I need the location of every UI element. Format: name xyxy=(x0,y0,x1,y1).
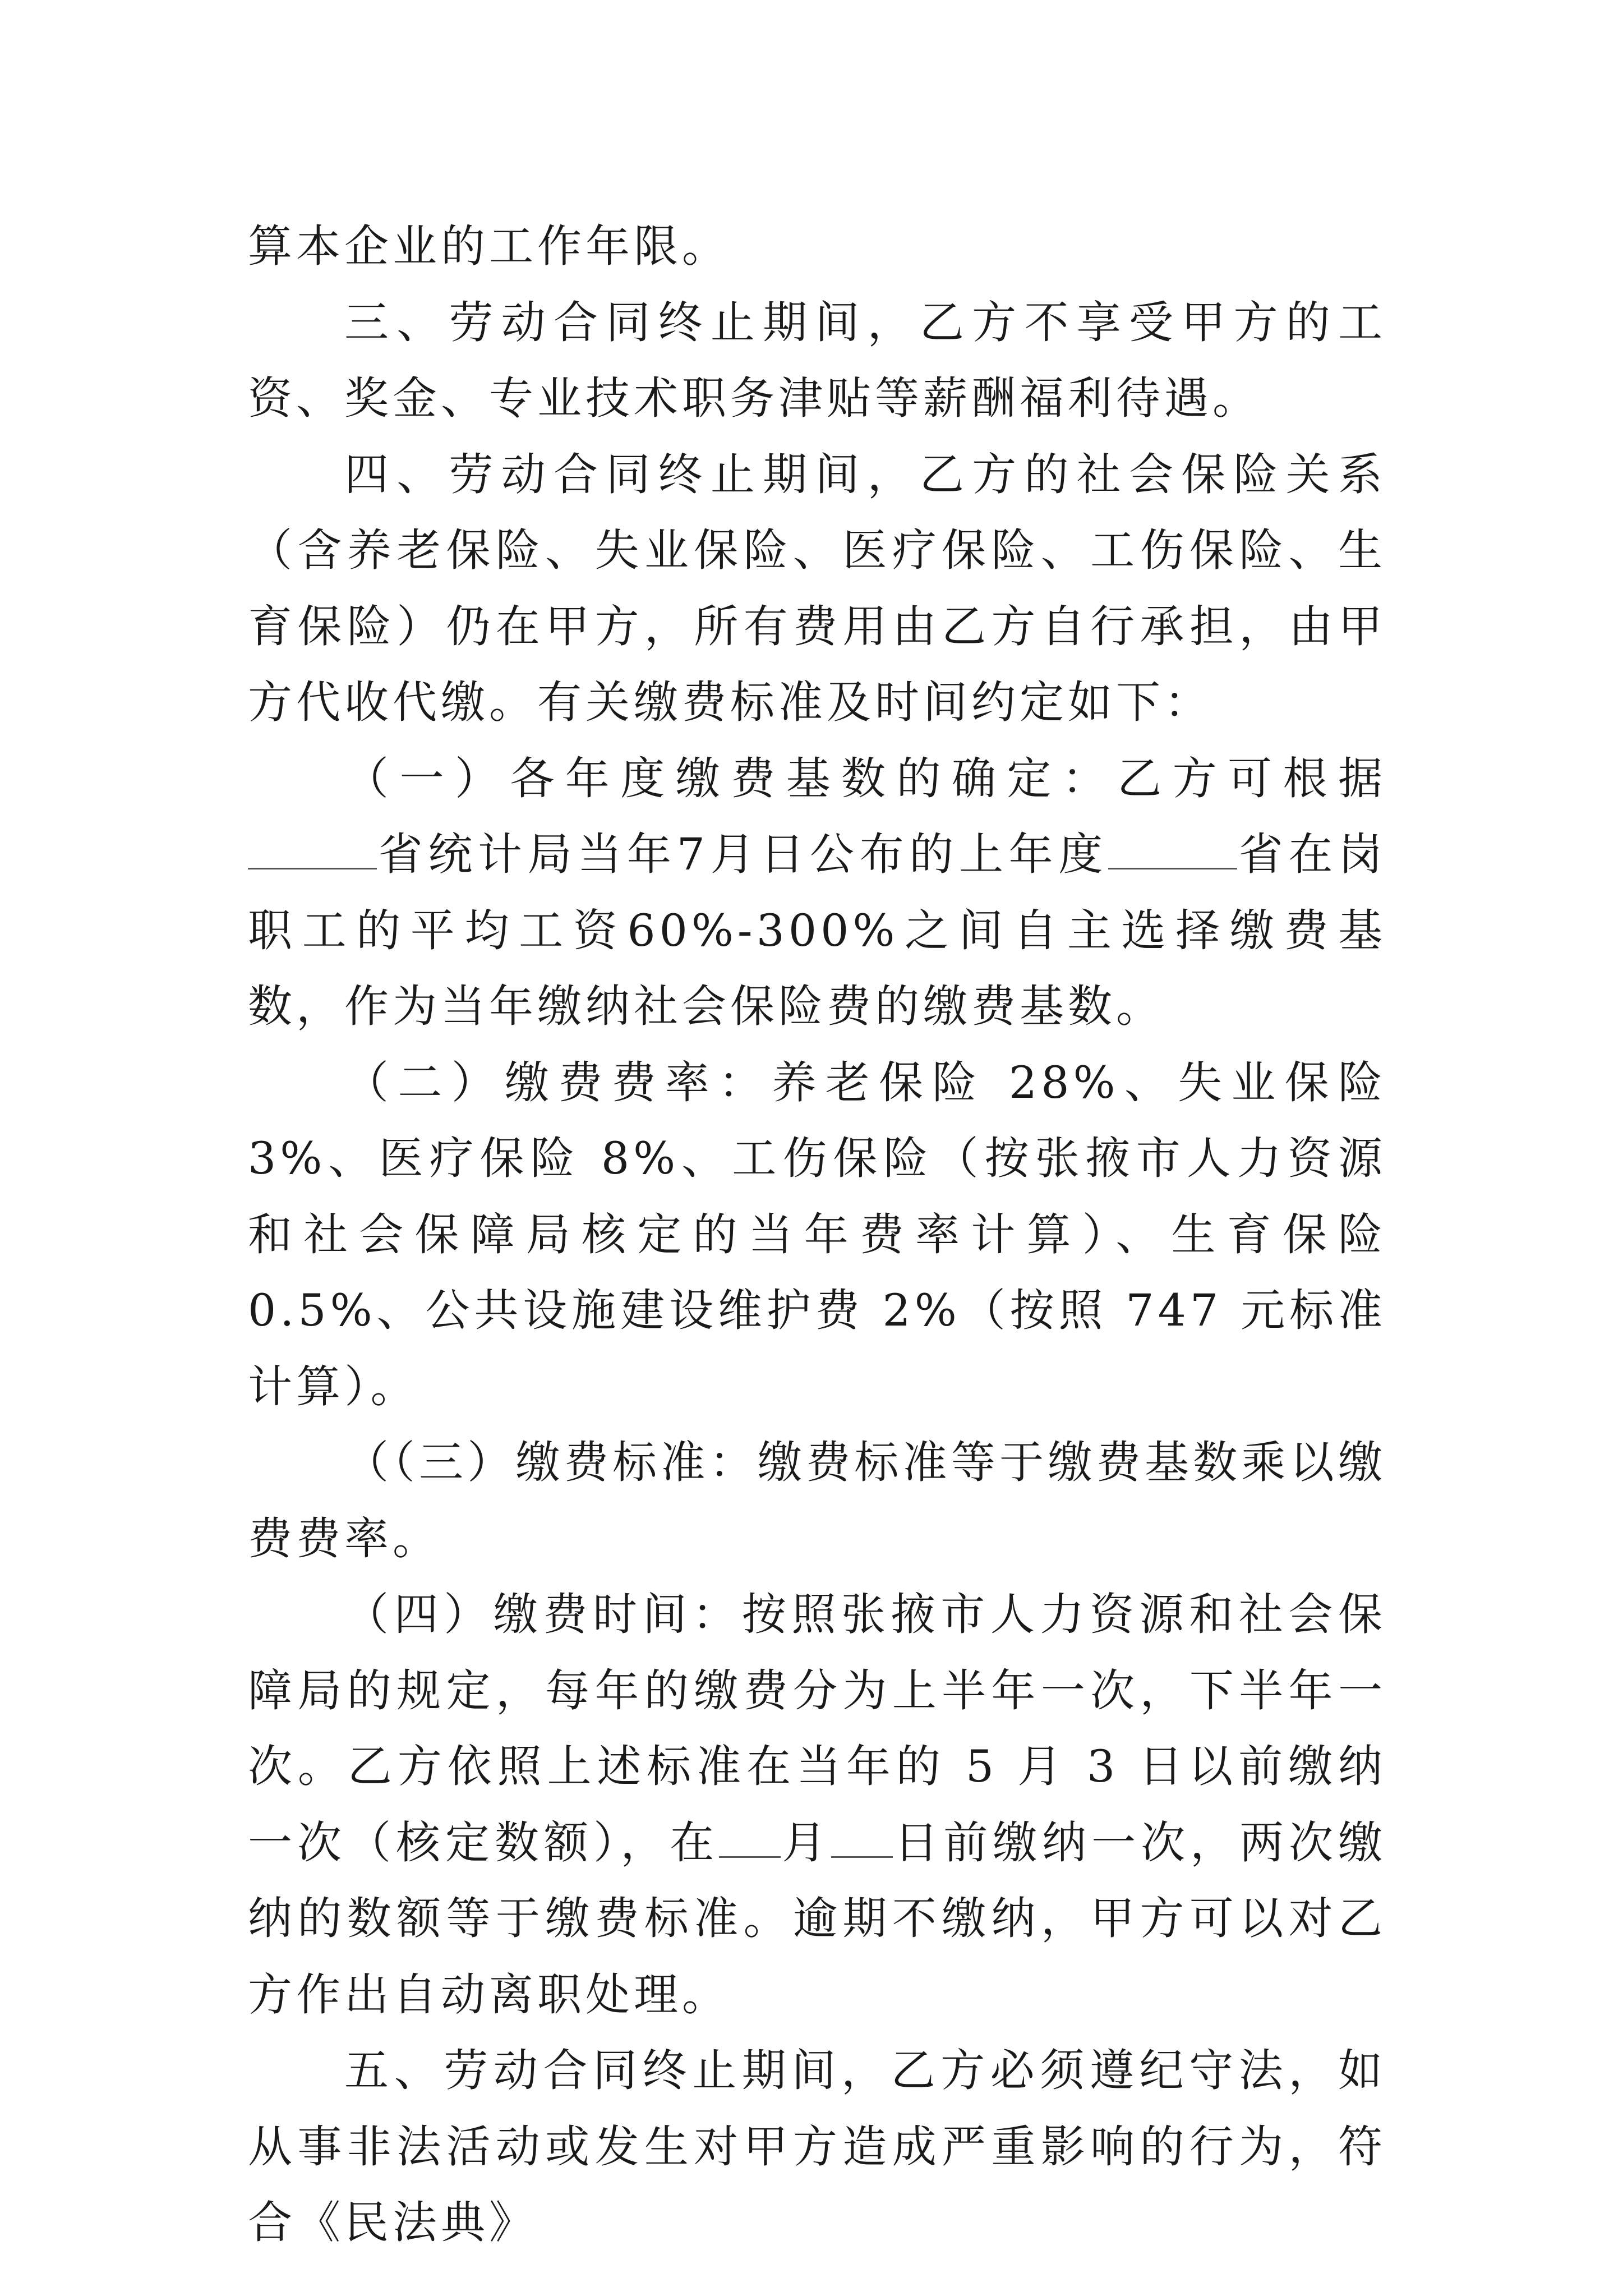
paragraph-item-4 xyxy=(248,1577,1386,2033)
province-blank-2 xyxy=(1108,833,1237,869)
item-4-text-start: （四）缴费时间：按照张掖市人力资源和社会保障局的规定，每年的缴费分为上半年一次，下半年一次。乙方依照上述标准在当年的 5 月 3 日以前缴纳一次（核定数额），在 xyxy=(248,1589,1386,1869)
document-body xyxy=(248,209,1386,2261)
item-1-text-start: （一）各年度缴费基数的确定：乙方可根据 xyxy=(344,752,1386,804)
paragraph-item-2: （二）缴费费率：养老保险 28%、失业保险 3%、医疗保险 8%、工伤保险（按张掖市人力资源和社会保障局核定的当年费率计算）、生育保险 0.5%、公共设施建设维护费 2%（按照 747 元标准计算）。 xyxy=(248,1056,1386,1412)
day-blank xyxy=(831,1821,893,1858)
item-4-month-label: 月 xyxy=(781,1816,832,1869)
paragraph-clause-4: 四、劳动合同终止期间，乙方的社会保险关系（含养老保险、失业保险、医疗保险、工伤保险、生育保险）仍在甲方，所有费用由乙方自行承担，由甲方代收代缴。有关缴费标准及时间约定如下： xyxy=(248,448,1386,728)
paragraph-clause-3: 三、劳动合同终止期间，乙方不享受甲方的工资、奖金、专业技术职务津贴等薪酬福利待遇。 xyxy=(248,296,1386,424)
item-1-text-middle: 省统计局当年7月日公布的上年度 xyxy=(377,829,1108,880)
item-4-text-end: 日前缴纳一次，两次缴纳的数额等于缴费标准。逾期不缴纳，甲方可以对乙方作出自动离职处理。 xyxy=(248,1816,1387,2021)
paragraph-continuation: 算本企业的工作年限。 xyxy=(248,220,730,272)
paragraph-item-3: （（三）缴费标准：缴费标准等于缴费基数乘以缴费费率。 xyxy=(248,1437,1386,1565)
month-blank xyxy=(719,1821,781,1858)
paragraph-clause-5: 五、劳动合同终止期间，乙方必须遵纪守法，如从事非法活动或发生对甲方造成严重影响的行为，符合《民法典》 xyxy=(248,2045,1386,2248)
paragraph-item-1 xyxy=(248,741,1386,1045)
item-1-text-end: 省在岗职工的平均工资60%-300%之间自主选择缴费基数，作为当年缴纳社会保险费的缴费基数。 xyxy=(248,829,1387,1032)
province-blank xyxy=(248,833,377,869)
